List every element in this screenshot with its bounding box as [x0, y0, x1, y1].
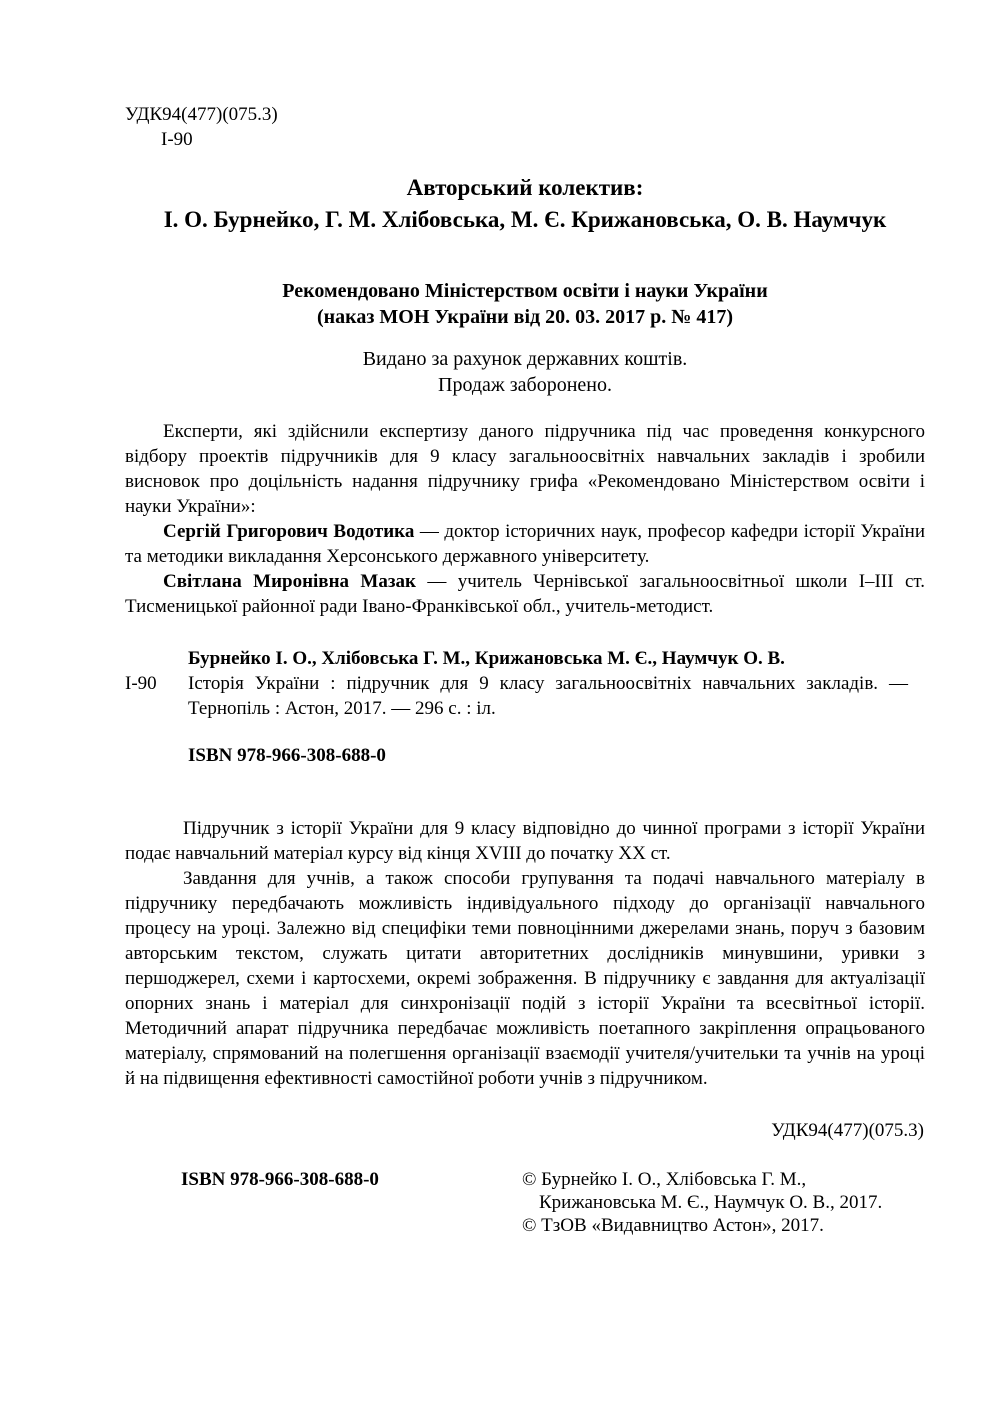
- copyright-line-3: © ТзОВ «Видавництво Астон», 2017.: [522, 1215, 824, 1236]
- expert-2-description: — учитель Чернівської загальноосвітньої школи І–ІІІ ст. Тисменицької районної ради Івано-Франківської обл., учитель-методист.: [125, 571, 925, 617]
- copyright-line-2: Крижановська М. Є., Наумчук О. В., 2017.: [539, 1192, 883, 1213]
- udk-code-bottom: УДК94(477)(075.3): [771, 1120, 924, 1141]
- isbn-bottom: ISBN 978-966-308-688-0: [181, 1169, 379, 1190]
- bibliographic-description: Історія України : підручник для 9 класу загальноосвітніх навчальних закладів. — Тернопіль : Астон, 2017. — 296 с. : іл.: [188, 673, 908, 719]
- state-funds-line-1: Видано за рахунок державних коштів.: [362, 348, 688, 370]
- recommendation-line-1: Рекомендовано Міністерством освіти і науки України: [282, 280, 768, 302]
- bibliographic-authors: Бурнейко І. О., Хлібовська Г. М., Крижановська М. Є., Наумчук О. В.: [188, 648, 785, 669]
- expert-2: [125, 569, 925, 619]
- isbn-middle: ISBN 978-966-308-688-0: [188, 745, 386, 766]
- bibliographic-index: І-90: [125, 673, 157, 694]
- copyright-line-1: © Бурнейко І. О., Хлібовська Г. М.,: [522, 1169, 807, 1190]
- authors-heading: Авторський колектив:: [406, 175, 644, 200]
- expert-2-name: Світлана Миронівна Мазак: [163, 571, 416, 592]
- annotation-block: [125, 816, 925, 1091]
- catalog-index-top: І-90: [161, 129, 193, 150]
- authors-names: І. О. Бурнейко, Г. М. Хлібовська, М. Є. Крижановська, О. В. Наумчук: [163, 207, 887, 232]
- annotation-paragraph-2: Завдання для учнів, а також способи групування та подачі навчального матеріалу в підручнику передбачають можливість індивідуального підходу до організації навчального процесу на уроці. Залежно від специфіки теми повноцінними джерелами знань, поруч з базовим авторським текстом, служать цитати авторитетних дослідників минувшини, уривки з першоджерел, схеми і картосхеми, окремі зображення. В підручнику є завдання для актуалізації опорних знань і матеріал для синхронізації подій з історії України та всесвітньої історії. Методичний апарат підручника передбачає можливість поетапного закріплення опрацьованого матеріалу, спрямований на полегшення організації взаємодії учителя/учительки та учнів на уроці й на підвищення ефективності самостійної роботи учнів з підручником.: [125, 868, 925, 1089]
- experts-intro: Експерти, які здійснили експертизу даного підручника під час проведення конкурсного відбору проектів підручників для 9 класу загальноосвітніх навчальних закладів і зробили висновок про доцільність надання підручнику грифа «Рекомендовано Міністерством освіти і науки України»:: [125, 421, 925, 517]
- annotation-paragraph-1: Підручник з історії України для 9 класу відповідно до чинної програми з історії України подає навчальний матеріал курсу від кінця XVIII до початку XX ст.: [125, 818, 925, 864]
- expert-1: [125, 519, 925, 569]
- expert-1-description: — доктор історичних наук, професор кафедри історії України та методики викладання Херсонського державного університету.: [125, 521, 925, 567]
- recommendation-line-2: (наказ МОН України від 20. 03. 2017 р. № 417): [316, 306, 734, 328]
- state-funds-line-2: Продаж заборонено.: [438, 374, 612, 396]
- experts-block: [125, 419, 925, 619]
- expert-1-name: Сергій Григорович Водотика: [163, 521, 415, 542]
- udk-code-top: УДК94(477)(075.3): [125, 104, 278, 125]
